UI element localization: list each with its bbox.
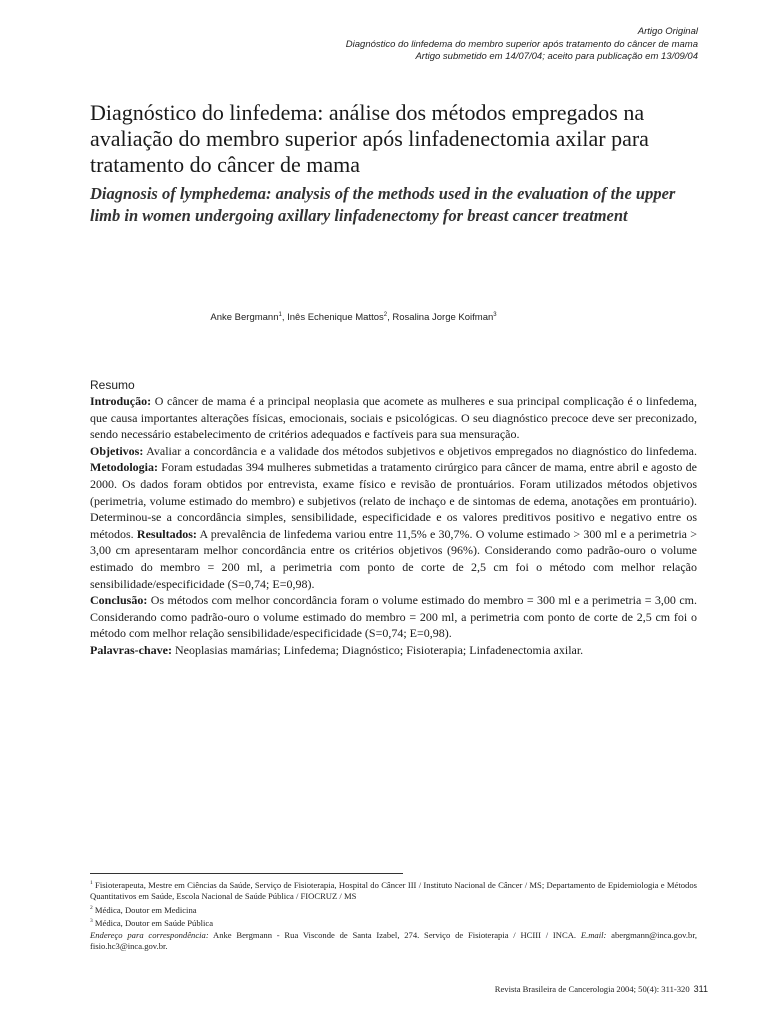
footnote-mark: 2 xyxy=(90,904,93,911)
footnotes xyxy=(90,878,697,953)
footnote-text: Médica, Doutor em Medicina xyxy=(92,904,197,915)
conclusion-text: Os métodos com melhor concordância foram o volume estimado do membro = 300 ml e a perimetria = 3,00 cm. Considerando como padrão-ouro o volume estimado do membro = 200 ml, a perimetria com ponto de corte de 2,5 cm foi o método com melhor relação sensibilidade/especificidade (S=0,74; E=0,98). xyxy=(90,593,697,641)
objectives-text: Avaliar a concordância e a validade dos métodos subjetivos e objetivos empregados no diagnóstico do linfedema. xyxy=(143,443,697,458)
footnote-text: Fisioterapeuta, Mestre em Ciências da Saúde, Serviço de Fisioterapia, Hospital do Câncer III / Instituto Nacional de Câncer / MS; Departamento de Epidemiologia e Métodos Quantitativos em Saúde, Escola Nacional de Saúde Pública / FIOCRUZ / MS xyxy=(90,879,697,902)
author-list xyxy=(90,312,617,323)
correspondence-address: Anke Bergmann - Rua Visconde de Santa Izabel, 274. Serviço de Fisioterapia / HCIII / INCA. xyxy=(208,929,577,940)
correspondence xyxy=(90,930,697,953)
email-addresses: abergmann@inca.gov.br, fisio.hc3@inca.gov.br. xyxy=(90,929,697,952)
abstract-body xyxy=(90,393,697,659)
submission-dates: Artigo submetido em 14/07/04; aceito para publicação em 13/09/04 xyxy=(415,51,698,62)
correspondence-label: Endereço para correspondência: xyxy=(90,929,209,940)
footnote xyxy=(90,916,697,929)
page-number: 311 xyxy=(693,984,708,994)
footnote-mark: 3 xyxy=(90,918,93,925)
footnote-text: Médica, Doutor em Saúde Pública xyxy=(92,918,214,929)
footnote xyxy=(90,878,697,903)
running-title: Diagnóstico do linfedema do membro superior após tratamento do câncer de mama xyxy=(345,38,698,50)
results-label: Resultados: xyxy=(136,526,197,541)
article-type: Artigo Original xyxy=(637,26,698,37)
footnote xyxy=(90,903,697,916)
author-name: Anke Bergmann xyxy=(210,312,279,324)
footnote-mark: 1 xyxy=(90,880,93,886)
affiliation-mark: 2 xyxy=(383,312,388,318)
affiliation-mark: 1 xyxy=(278,312,282,318)
abstract-heading: Resumo xyxy=(90,378,135,392)
keywords-label: Palavras-chave: xyxy=(90,642,172,657)
abstract-paragraph xyxy=(90,592,697,642)
abstract-paragraph xyxy=(90,393,697,443)
author-name: Inês Echenique Mattos xyxy=(287,312,384,324)
intro-text: O câncer de mama é a principal neoplasia que acomete as mulheres e sua principal complicação é o linfedema, que causa importantes alterações físicas, emocionais, sociais e psicológicas. O seu diagnóstico precoce deve ser preconizado, sendo necessário estabelecimento de critérios adequados e factíveis para sua mensuração. xyxy=(90,394,697,442)
title-english: Diagnosis of lymphedema: analysis of the methods used in the evaluation of the upper limb in women undergoing axillary linfadenectomy for breast cancer treatment xyxy=(90,184,676,225)
footnote-divider xyxy=(90,873,403,874)
abstract-paragraph xyxy=(90,443,697,592)
running-header xyxy=(138,26,698,64)
objectives-label: Objetivos: xyxy=(90,443,144,458)
author-name: Rosalina Jorge Koifman xyxy=(392,312,494,324)
keywords-text: Neoplasias mamárias; Linfedema; Diagnóstico; Fisioterapia; Linfadenectomia axilar. xyxy=(171,642,584,657)
journal-citation: Revista Brasileira de Cancerologia 2004; 50(4): 311-320 xyxy=(494,984,690,994)
author-separator: , xyxy=(281,312,288,324)
affiliation-mark: 3 xyxy=(493,312,497,318)
email-label: E.mail: xyxy=(576,929,607,940)
title-portuguese: Diagnóstico do linfedema: análise dos métodos empregados na avaliação do membro superior após linfadenectomia axilar para tratamento do câncer de mama xyxy=(90,100,649,177)
conclusion-label: Conclusão: xyxy=(90,593,148,608)
intro-label: Introdução: xyxy=(90,394,152,408)
methodology-text: Foram estudadas 394 mulheres submetidas a tratamento cirúrgico para câncer de mama, entre abril e agosto de 2000. Os dados foram obtidos por entrevista, exame físico e revisão de prontuários. Foram utilizados métodos objetivos (perimetria, volume estimado do membro) e subjetivos (relato de inchaço e de sintomas de edema, anotações em prontuário). Determinou-se a concordância simples, sensibilidade, especificidade e os valores preditivos positivo e negativo entre os métodos. xyxy=(90,460,697,541)
page-footer xyxy=(495,984,708,994)
results-text: A prevalência de linfedema variou entre 11,5% e 30,7%. O volume estimado > 300 ml e a perimetria > 3,00 cm apresentaram melhor concordância entre os critérios objetivos (96%). Considerando como padrão-ouro o volume estimado do membro = 200 ml, a perimetria com ponto de corte de 2,5 cm foi o método com melhor relação sensibilidade/especificidade (S=0,74; E=0,98). xyxy=(90,526,698,591)
abstract-paragraph xyxy=(90,642,697,659)
methodology-label: Metodologia: xyxy=(90,460,158,475)
author-separator: , xyxy=(387,312,393,324)
